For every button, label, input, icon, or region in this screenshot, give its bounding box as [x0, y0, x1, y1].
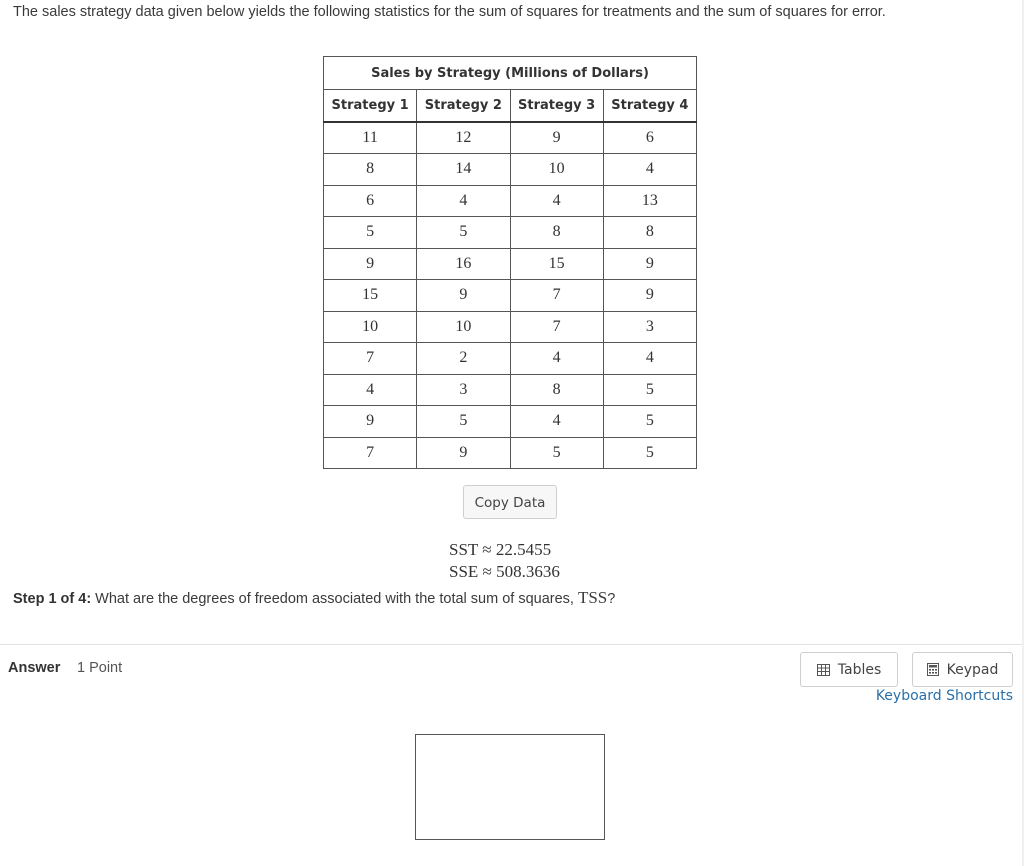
table-cell: 6 — [324, 185, 417, 217]
section-divider — [0, 644, 1022, 645]
table-cell: 10 — [510, 154, 603, 186]
table-cell: 2 — [417, 343, 510, 375]
table-cell: 4 — [510, 185, 603, 217]
table-cell: 6 — [603, 122, 696, 154]
table-row — [324, 122, 697, 154]
table-cell: 5 — [324, 217, 417, 249]
table-cell: 12 — [417, 122, 510, 154]
table-cell: 3 — [417, 374, 510, 406]
table-cell: 15 — [324, 280, 417, 312]
table-cell: 9 — [324, 406, 417, 438]
problem-intro: The sales strategy data given below yields the following statistics for the sum of squares for treatments and the sum of squares for error. — [13, 4, 886, 20]
table-cell: 8 — [510, 217, 603, 249]
table-cell: 8 — [324, 154, 417, 186]
table-row — [324, 343, 697, 375]
table-row — [324, 248, 697, 280]
keypad-label: Keypad — [946, 661, 999, 678]
table-cell: 10 — [417, 311, 510, 343]
table-cell: 4 — [324, 374, 417, 406]
header-strategy-3: Strategy 3 — [510, 90, 603, 122]
table-cell: 9 — [603, 248, 696, 280]
step-math: TSS — [577, 588, 608, 607]
table-cell: 5 — [603, 406, 696, 438]
table-cell: 5 — [603, 374, 696, 406]
keyboard-shortcuts-link[interactable]: Keyboard Shortcuts — [875, 688, 1013, 704]
table-row — [324, 280, 697, 312]
table-cell: 4 — [510, 406, 603, 438]
table-cell: 4 — [603, 343, 696, 375]
tables-label: Tables — [837, 661, 882, 678]
table-cell: 15 — [510, 248, 603, 280]
table-cell: 4 — [603, 154, 696, 186]
table-cell: 11 — [324, 122, 417, 154]
answer-input[interactable] — [415, 734, 605, 840]
table-row — [324, 374, 697, 406]
table-cell: 7 — [324, 343, 417, 375]
table-cell: 9 — [417, 280, 510, 312]
table-cell: 9 — [417, 437, 510, 469]
table-cell: 14 — [417, 154, 510, 186]
table-cell: 4 — [510, 343, 603, 375]
points-label: 1 Point — [77, 660, 123, 676]
table-grid-icon — [817, 664, 830, 676]
statistics — [449, 539, 560, 583]
table-row — [324, 217, 697, 249]
table-cell: 9 — [510, 122, 603, 154]
step-question-end: ? — [607, 591, 616, 607]
table-cell: 16 — [417, 248, 510, 280]
keypad-button[interactable] — [912, 652, 1013, 687]
table-cell: 4 — [417, 185, 510, 217]
copy-data-button[interactable]: Copy Data — [463, 485, 557, 519]
table-row — [324, 437, 697, 469]
sales-table — [323, 56, 697, 469]
table-row — [324, 406, 697, 438]
tables-button[interactable] — [800, 652, 898, 687]
step-question — [13, 588, 615, 608]
table-cell: 5 — [417, 217, 510, 249]
table-header-row — [324, 90, 697, 122]
table-cell: 9 — [324, 248, 417, 280]
header-strategy-2: Strategy 2 — [417, 90, 510, 122]
table-row — [324, 154, 697, 186]
table-cell: 3 — [603, 311, 696, 343]
sse-value: SSE ≈ 508.3636 — [449, 562, 560, 581]
answer-label: Answer — [8, 660, 61, 676]
table-cell: 13 — [603, 185, 696, 217]
table-body — [324, 122, 697, 469]
calculator-icon — [927, 663, 939, 676]
table-cell: 5 — [417, 406, 510, 438]
table-cell: 10 — [324, 311, 417, 343]
header-strategy-4: Strategy 4 — [603, 90, 696, 122]
sst-value: SST ≈ 22.5455 — [449, 540, 552, 559]
table-cell: 7 — [510, 311, 603, 343]
table-row — [324, 185, 697, 217]
table-cell: 7 — [324, 437, 417, 469]
table-cell: 7 — [510, 280, 603, 312]
table-caption: Sales by Strategy (Millions of Dollars) — [324, 57, 697, 90]
table-cell: 9 — [603, 280, 696, 312]
header-strategy-1: Strategy 1 — [324, 90, 417, 122]
table-cell: 8 — [510, 374, 603, 406]
table-cell: 8 — [603, 217, 696, 249]
step-question-text: What are the degrees of freedom associated with the total sum of squares, — [91, 591, 578, 607]
table-cell: 5 — [510, 437, 603, 469]
table-cell: 5 — [603, 437, 696, 469]
step-label: Step 1 of 4: — [13, 591, 92, 607]
table-row — [324, 311, 697, 343]
